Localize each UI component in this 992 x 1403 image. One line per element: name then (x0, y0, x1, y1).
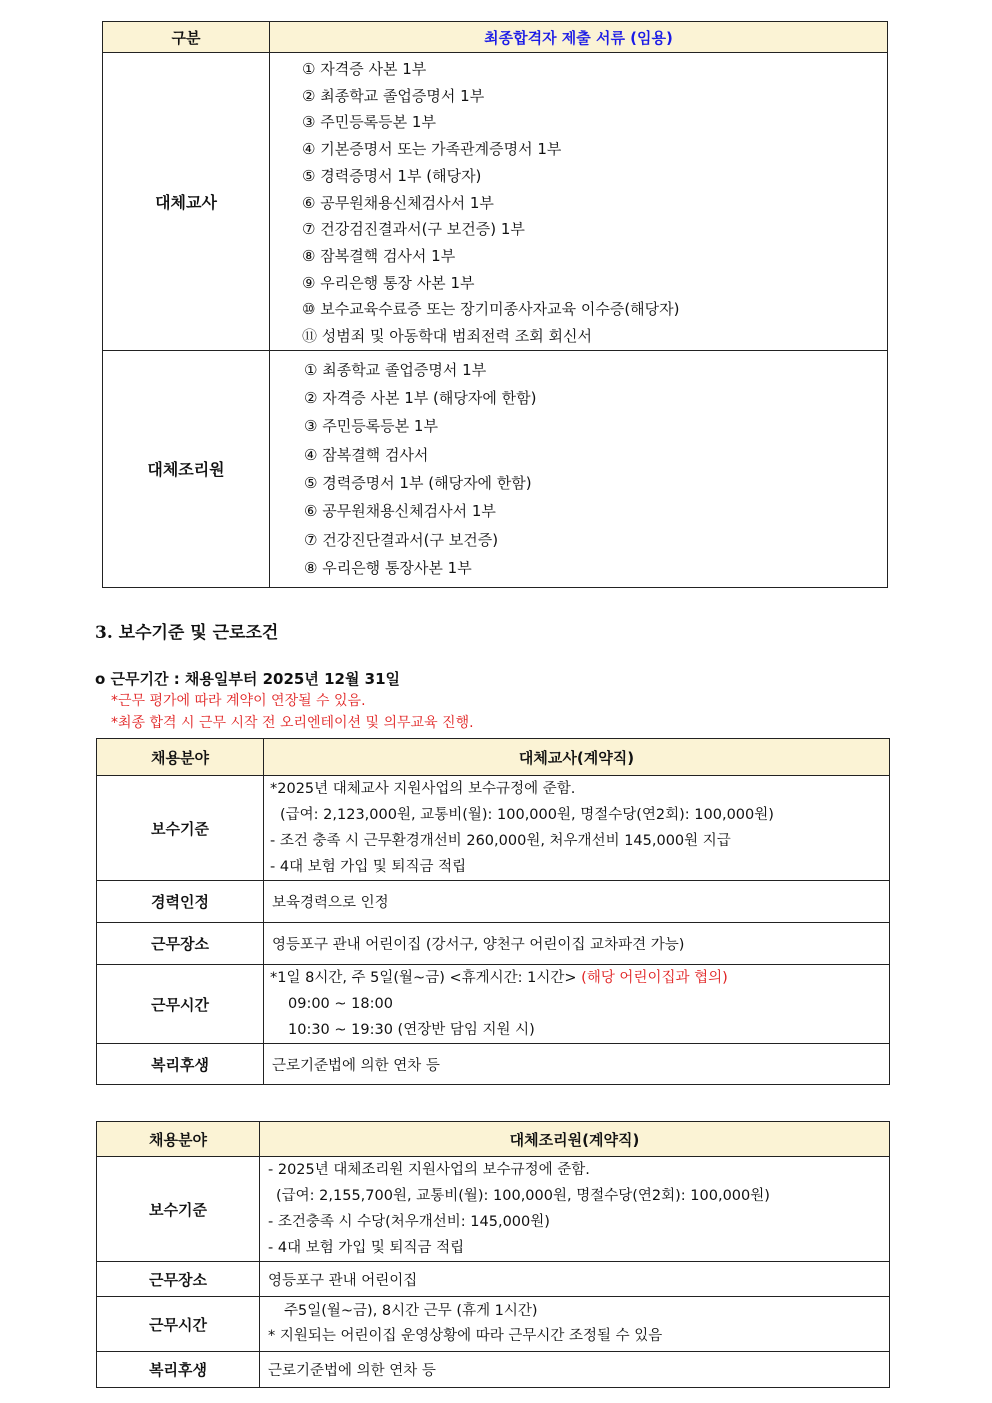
label-salary: 보수기준 (97, 1157, 260, 1262)
welfare-value: 근로기준법에 의한 연차 등 (260, 1352, 890, 1388)
salary-details (260, 1157, 890, 1262)
list-item: ⑥ 공무원채용신체검사서 1부 (304, 502, 496, 521)
note-extension: *근무 평가에 따라 계약이 연장될 수 있음. (111, 693, 366, 709)
place-value: 영등포구 관내 어린이집 (강서구, 양천구 어린이집 교차파견 가능) (264, 923, 890, 965)
list-item: ① 자격증 사본 1부 (302, 60, 427, 78)
welfare-value: 근로기준법에 의한 연차 등 (264, 1044, 890, 1085)
place-value: 영등포구 관내 어린이집 (260, 1262, 890, 1297)
list-item: ⑧ 우리은행 통장사본 1부 (304, 558, 472, 577)
salary-line: - 2025년 대체조리원 지원사업의 보수규정에 준함. (268, 1162, 590, 1178)
row-label-cook: 대체조리원 (103, 350, 270, 587)
list-item: ⑩ 보수교육수료증 또는 장기미종사자교육 이수증(해당자) (302, 300, 680, 319)
header-title: 대체조리원(계약직) (260, 1122, 890, 1157)
hours-details (260, 1297, 890, 1352)
salary-line: - 조건 충족 시 근무환경개선비 260,000원, 처우개선비 145,000원 지급 (270, 833, 731, 849)
label-place: 근무장소 (97, 1262, 260, 1297)
work-period: o 근무기간 : 채용일부터 2025년 12월 31일 (95, 670, 401, 688)
salary-line: - 조건충족 시 수당(처우개선비: 145,000원) (268, 1214, 550, 1230)
list-item: ③ 주민등록등본 1부 (302, 113, 436, 132)
list-item: ⑨ 우리은행 통장 사본 1부 (302, 273, 475, 292)
salary-details (264, 776, 890, 881)
list-item: ⑤ 경력증명서 1부 (해당자) (302, 166, 482, 185)
list-item: ② 자격증 사본 1부 (해당자에 한함) (304, 389, 537, 408)
hours-line: * 지원되는 어린이집 운영상황에 따라 근무시간 조정될 수 있음 (268, 1328, 663, 1344)
hours-line: *1일 8시간, 주 5일(월~금) <휴게시간: 1시간> (270, 970, 577, 986)
salary-line: *2025년 대체교사 지원사업의 보수규정에 준함. (270, 781, 576, 797)
list-item: ⑧ 잠복결핵 검사서 1부 (302, 246, 456, 265)
header-field: 채용분야 (97, 1122, 260, 1157)
header-documents: 최종합격자 제출 서류 (임용) (270, 22, 888, 53)
hours-details (264, 965, 890, 1044)
teacher-doc-list (270, 53, 888, 351)
salary-line: (급여: 2,123,000원, 교통비(월): 100,000원, 명절수당(연2회): 100,000원) (280, 807, 774, 823)
list-item: ① 최종학교 졸업증명서 1부 (304, 360, 487, 379)
section-title: 3. 보수기준 및 근로조건 (95, 623, 279, 643)
documents-table (102, 21, 888, 588)
hours-line: 09:00 ~ 18:00 (288, 996, 393, 1012)
list-item: ③ 주민등록등본 1부 (304, 417, 438, 436)
teacher-conditions-table (96, 738, 890, 1085)
cook-conditions-table (96, 1121, 890, 1388)
label-welfare: 복리후생 (97, 1044, 264, 1085)
cook-doc-list (270, 350, 888, 587)
header-title: 대체교사(계약직) (264, 739, 890, 776)
list-item: ⑥ 공무원채용신체검사서 1부 (302, 193, 494, 212)
hours-line: 주5일(월~금), 8시간 근무 (휴게 1시간) (284, 1303, 538, 1319)
salary-line: (급여: 2,155,700원, 교통비(월): 100,000원, 명절수당(연2회): 100,000원) (276, 1188, 770, 1204)
header-category: 구분 (103, 22, 270, 53)
list-item: ⑦ 건강진단결과서(구 보건증) (304, 530, 499, 549)
label-place: 근무장소 (97, 923, 264, 965)
label-welfare: 복리후생 (97, 1352, 260, 1388)
note-orientation: *최종 합격 시 근무 시작 전 오리엔테이션 및 의무교육 진행. (111, 715, 474, 731)
label-hours: 근무시간 (97, 1297, 260, 1352)
row-label-teacher: 대체교사 (103, 53, 270, 351)
list-item: ④ 기본증명서 또는 가족관계증명서 1부 (302, 140, 562, 159)
list-item: ⑤ 경력증명서 1부 (해당자에 한함) (304, 473, 532, 492)
header-field: 채용분야 (97, 739, 264, 776)
salary-line: - 4대 보험 가입 및 퇴직금 적립 (268, 1240, 465, 1256)
salary-line: - 4대 보험 가입 및 퇴직금 적립 (270, 859, 467, 875)
hours-note: (해당 어린이집과 협의) (581, 970, 728, 986)
hours-line: 10:30 ~ 19:30 (연장반 담임 지원 시) (288, 1022, 535, 1038)
list-item: ⑪ 성범죄 및 아동학대 범죄전력 조회 회신서 (302, 327, 592, 346)
label-career: 경력인정 (97, 881, 264, 923)
label-hours: 근무시간 (97, 965, 264, 1044)
career-value: 보육경력으로 인정 (264, 881, 890, 923)
list-item: ④ 잠복결핵 검사서 (304, 445, 429, 464)
list-item: ⑦ 건강검진결과서(구 보건증) 1부 (302, 220, 525, 239)
list-item: ② 최종학교 졸업증명서 1부 (302, 86, 485, 105)
label-salary: 보수기준 (97, 776, 264, 881)
